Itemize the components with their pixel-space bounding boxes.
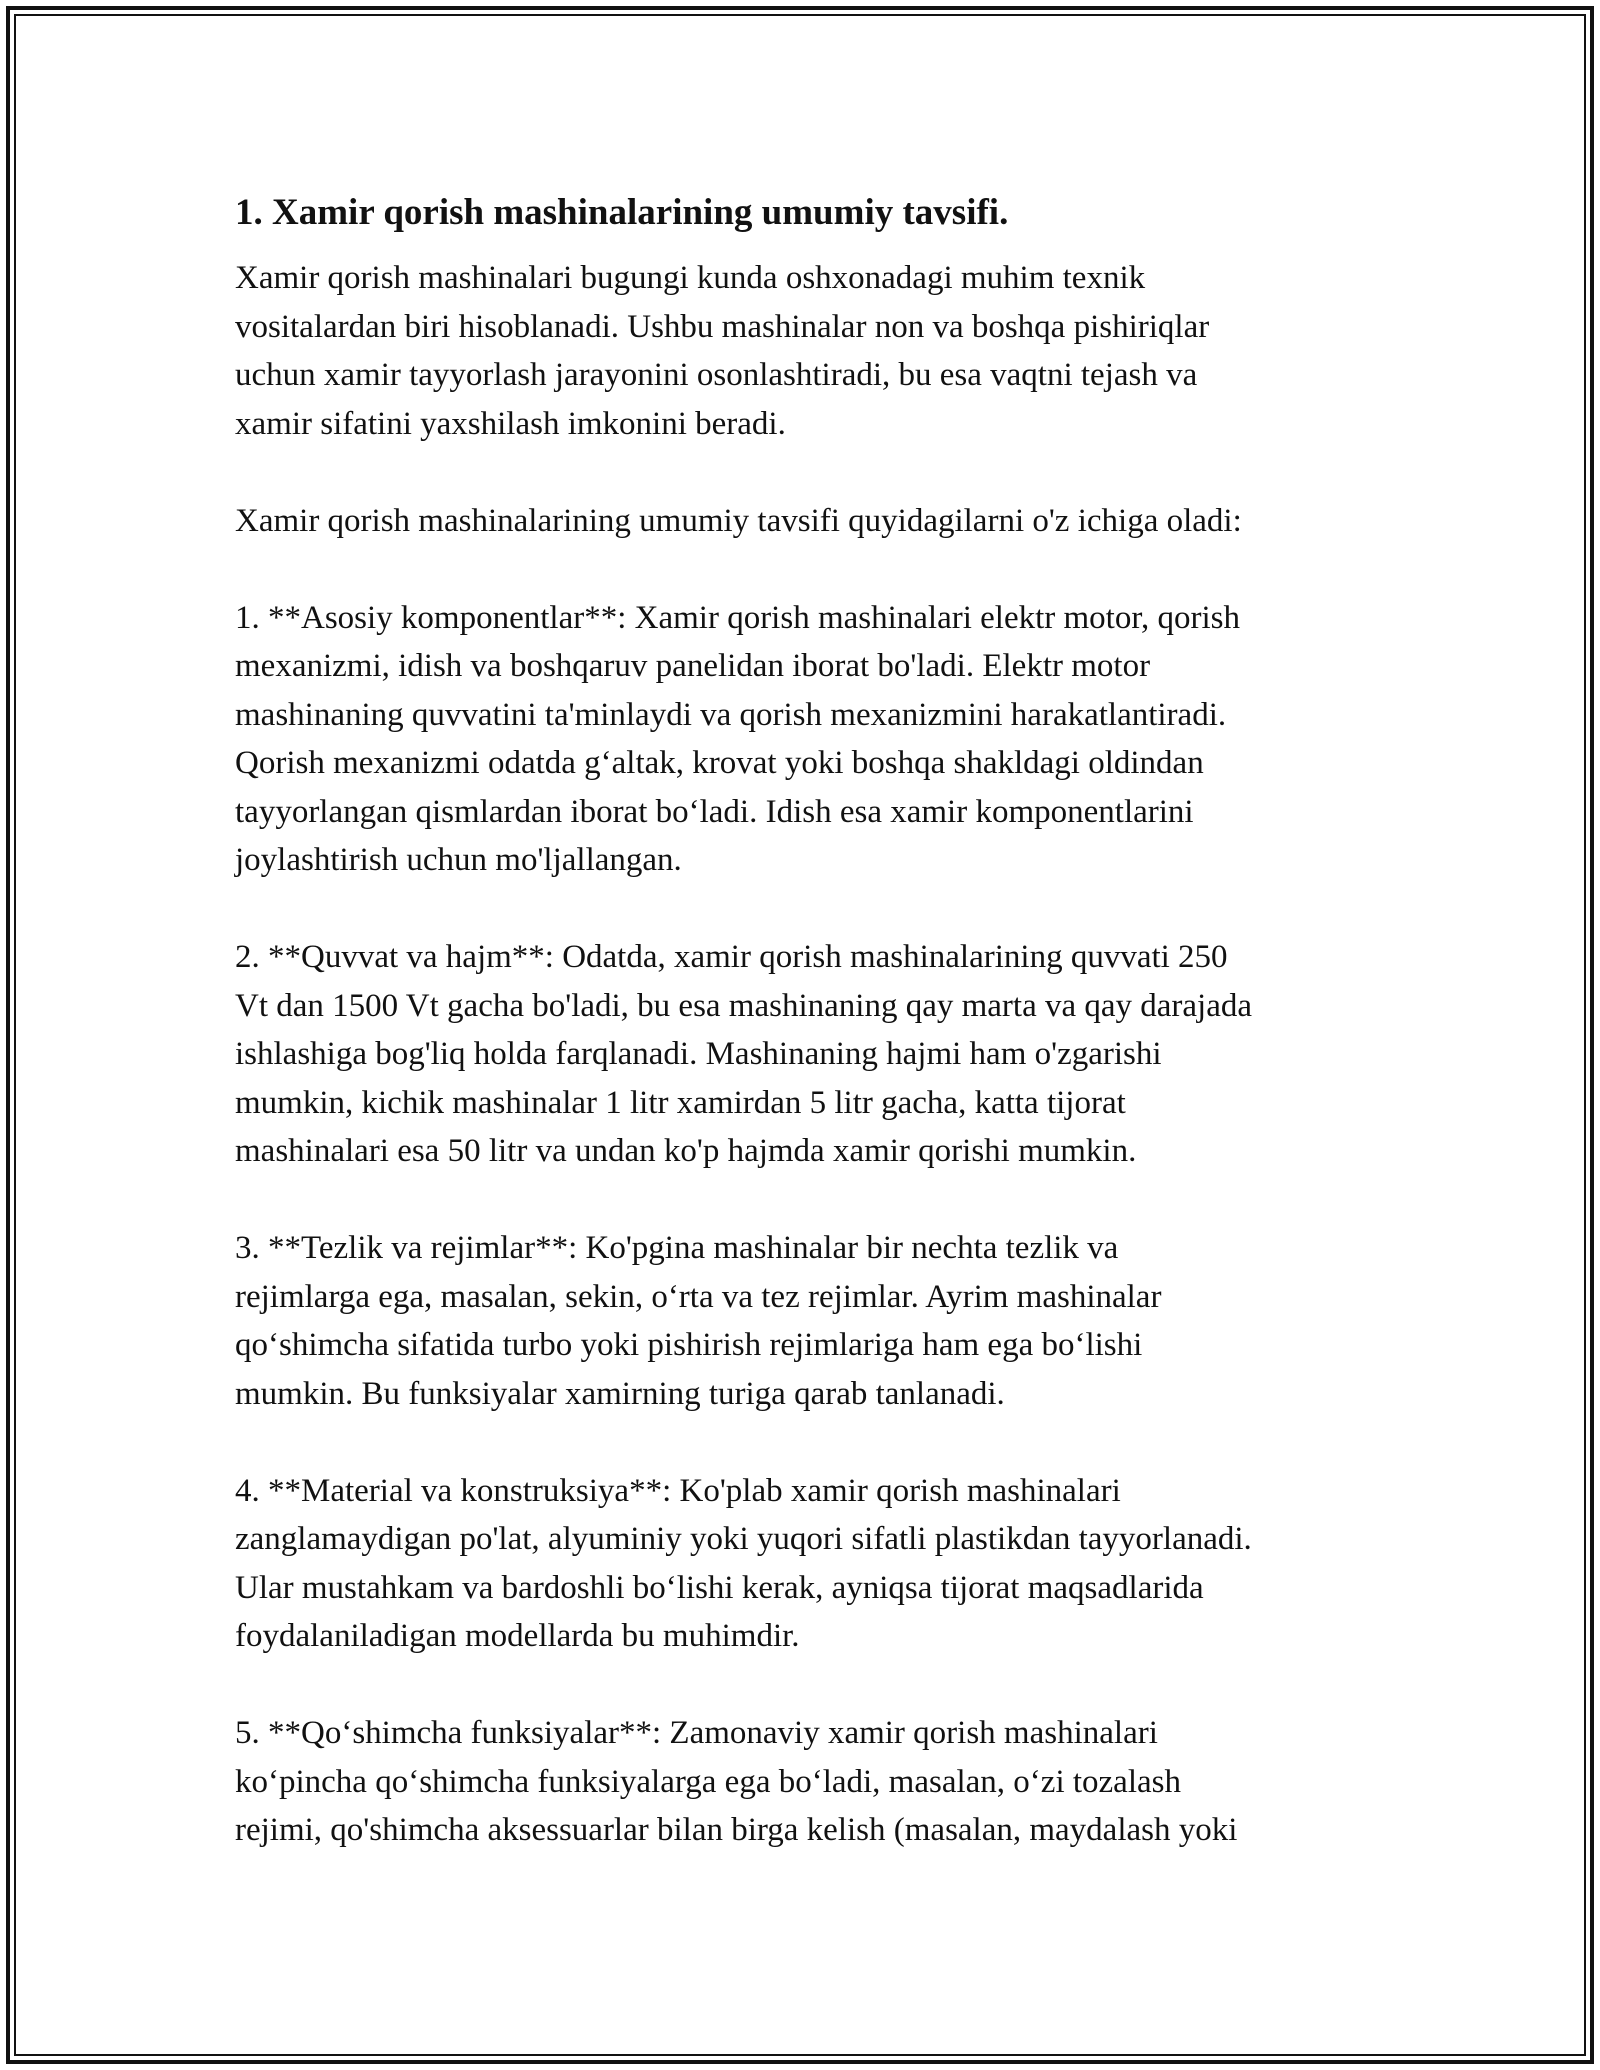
paragraph-item-4 <box>235 1467 1385 1661</box>
text-line: Xamir qorish mashinalari bugungi kunda oshxonadagi muhim texnik <box>235 260 1146 296</box>
document-body <box>235 186 1385 1903</box>
text-line: vositalardan biri hisoblanadi. Ushbu mashinalar non va boshqa pishiriqlar <box>235 308 1210 345</box>
text-line: rejimi, qo'shimcha aksessuarlar bilan birga kelish (masalan, maydalash yoki <box>235 1812 1238 1848</box>
text-line: mexanizmi, idish va boshqaruv panelidan iborat bo'ladi. Elektr motor <box>235 648 1151 684</box>
text-line: mumkin, kichik mashinalar 1 litr xamirdan 5 litr gacha, katta tijorat <box>235 1084 1126 1121</box>
text-line: 2. **Quvvat va hajm**: Odatda, xamir qorish mashinalarining quvvati 250 <box>235 939 1228 975</box>
text-line: foydalaniladigan modellarda bu muhimdir. <box>235 1618 800 1654</box>
text-line: ko‘pincha qo‘shimcha funksiyalarga ega bo‘ladi, masalan, o‘zi tozalash <box>235 1763 1181 1800</box>
text-line: uchun xamir tayyorlash jarayonini osonlashtiradi, bu esa vaqtni tejash va <box>235 357 1198 393</box>
text-line: mashinaning quvvatini ta'minlaydi va qorish mexanizmini harakatlantiradi. <box>235 696 1227 733</box>
text-line: mashinalari esa 50 litr va undan ko'p hajmda xamir qorishi mumkin. <box>235 1133 1137 1169</box>
text-line: Qorish mexanizmi odatda g‘altak, krovat yoki boshqa shakldagi oldindan <box>235 745 1204 781</box>
text-line: 1. **Asosiy komponentlar**: Xamir qorish mashinalari elektr motor, qorish <box>235 599 1241 636</box>
text-line: xamir sifatini yaxshilash imkonini beradi. <box>235 405 786 442</box>
text-line: zanglamaydigan po'lat, alyuminiy yoki yuqori sifatli plastikdan tayyorlanadi. <box>235 1521 1252 1557</box>
paragraph-intro <box>235 254 1385 448</box>
text-line: Vt dan 1500 Vt gacha bo'ladi, bu esa mashinaning qay marta va qay darajada <box>235 987 1253 1024</box>
text-line: mumkin. Bu funksiyalar xamirning turiga qarab tanlanadi. <box>235 1375 1005 1412</box>
text-line: joylashtirish uchun mo'ljallangan. <box>235 842 682 878</box>
text-line: tayyorlangan qismlardan iborat bo‘ladi. Idish esa xamir komponentlarini <box>235 793 1194 830</box>
paragraph-summary-lead <box>235 497 1385 546</box>
text-line: Xamir qorish mashinalarining umumiy tavsifi quyidagilarni o'z ichiga oladi: <box>235 502 1242 539</box>
paragraph-item-3 <box>235 1224 1385 1418</box>
document-title: 1. Xamir qorish mashinalarining umumiy tavsifi. <box>235 192 1009 233</box>
paragraph-item-2 <box>235 933 1385 1176</box>
text-line: qo‘shimcha sifatida turbo yoki pishirish rejimlariga ham ega bo‘lishi <box>235 1327 1143 1363</box>
text-line: 4. **Material va konstruksiya**: Ko'plab xamir qorish mashinalari <box>235 1472 1121 1509</box>
paragraph-item-5 <box>235 1709 1385 1855</box>
paragraph-item-1 <box>235 594 1385 885</box>
text-line: 5. **Qo‘shimcha funksiyalar**: Zamonaviy xamir qorish mashinalari <box>235 1715 1158 1751</box>
text-line: 3. **Tezlik va rejimlar**: Ko'pgina mashinalar bir nechta tezlik va <box>235 1230 1119 1266</box>
text-line: Ular mustahkam va bardoshli bo‘lishi kerak, ayniqsa tijorat maqsadlarida <box>235 1569 1204 1606</box>
text-line: ishlashiga bog'liq holda farqlanadi. Mashinaning hajmi ham o'zgarishi <box>235 1036 1162 1072</box>
text-line: rejimlarga ega, masalan, sekin, o‘rta va tez rejimlar. Ayrim mashinalar <box>235 1278 1162 1315</box>
